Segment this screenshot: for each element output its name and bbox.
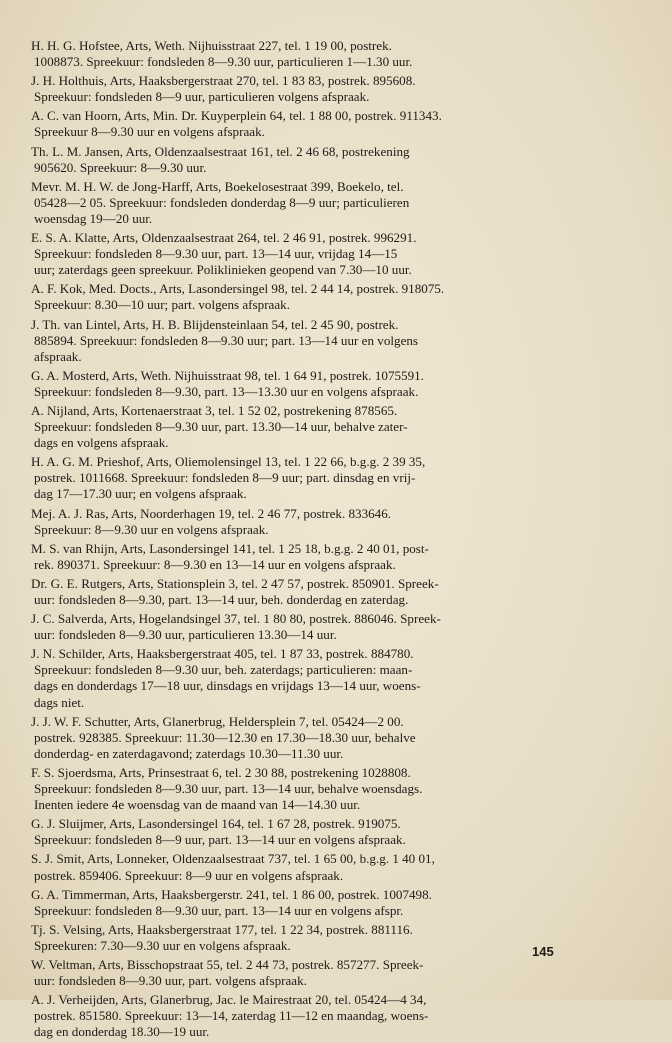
physician-entry	[31, 368, 559, 400]
entry-continuation-line: dags en volgens afspraak.	[34, 435, 169, 451]
physician-entry	[31, 714, 559, 762]
entry-heading-line: E. S. A. Klatte, Arts, Oldenzaalsestraat 264, tel. 2 46 91, postrek. 996291.	[31, 230, 417, 246]
physician-entry	[31, 317, 559, 365]
entry-heading-line: J. H. Holthuis, Arts, Haaksbergerstraat 270, tel. 1 83 83, postrek. 895608.	[31, 73, 416, 89]
physician-entry	[31, 611, 559, 643]
entry-heading-line: G. J. Sluijmer, Arts, Lasondersingel 164, tel. 1 67 28, postrek. 919075.	[31, 816, 401, 832]
physician-entry	[31, 887, 559, 919]
entry-continuation-line: postrek. 851580. Spreekuur: 13—14, zaterdag 11—12 en maandag, woens-	[34, 1008, 429, 1024]
entry-continuation-line: uur: fondsleden 8—9.30 uur, part. volgens afspraak.	[34, 973, 307, 989]
entry-heading-line: A. Nijland, Arts, Kortenaerstraat 3, tel. 1 52 02, postrekening 878565.	[31, 402, 398, 418]
entry-continuation-line: postrek. 859406. Spreekuur: 8—9 uur en volgens afspraak.	[34, 867, 344, 883]
physician-entry	[31, 576, 559, 608]
physician-entry	[31, 454, 559, 502]
entry-continuation-line: Spreekuur: fondsleden 8—9.30 uur, part. 13—14 uur, behalve woensdags.	[34, 781, 423, 797]
physician-entry	[31, 403, 559, 451]
physician-entry	[31, 851, 559, 883]
entry-heading-line: Tj. S. Velsing, Arts, Haaksbergerstraat 177, tel. 1 22 34, postrek. 881116.	[31, 921, 413, 937]
entry-heading-line: H. H. G. Hofstee, Arts, Weth. Nijhuisstraat 227, tel. 1 19 00, postrek.	[31, 38, 392, 53]
entry-continuation-line: dags en donderdags 17—18 uur, dinsdags en vrijdags 13—14 uur, woens-	[34, 678, 421, 694]
physician-entry	[31, 992, 559, 1040]
entry-continuation-line: 885894. Spreekuur: fondsleden 8—9.30 uur; part. 13—14 uur en volgens	[34, 332, 419, 348]
physician-entry	[31, 765, 559, 813]
entry-continuation-line: dags niet.	[34, 694, 85, 710]
entry-continuation-line: Spreekuur: fondsleden 8—9.30, part. 13—13.30 uur en volgens afspraak.	[34, 383, 419, 399]
entry-continuation-line: Inenten iedere 4e woensdag van de maand van 14—14.30 uur.	[34, 797, 361, 813]
entry-continuation-line: postrek. 928385. Spreekuur: 11.30—12.30 en 17.30—18.30 uur, behalve	[34, 729, 416, 745]
physician-entry	[31, 179, 559, 227]
entry-continuation-line: donderdag- en zaterdagavond; zaterdags 10.30—11.30 uur.	[34, 745, 344, 761]
physician-entry	[31, 230, 559, 278]
entry-heading-line: J. J. W. F. Schutter, Arts, Glanerbrug, Heldersplein 7, tel. 05424—2 00.	[31, 713, 404, 729]
entry-continuation-line: Spreekuur: fondsleden 8—9 uur, part. 13—14 uur en volgens afspraak.	[34, 832, 406, 848]
physician-entry	[31, 144, 559, 176]
entry-heading-line: J. N. Schilder, Arts, Haaksbergerstraat 405, tel. 1 87 33, postrek. 884780.	[31, 646, 414, 662]
entry-heading-line: W. Veltman, Arts, Bisschopstraat 55, tel. 2 44 73, postrek. 857277. Spreek-	[31, 956, 424, 972]
entry-continuation-line: afspraak.	[34, 348, 82, 364]
physician-entry	[31, 922, 559, 954]
entry-continuation-line: uur: fondsleden 8—9.30 uur, particulieren 13.30—14 uur.	[34, 627, 337, 643]
physician-entry	[31, 108, 559, 140]
entry-continuation-line: uur; zaterdags geen spreekuur. Poliklinieken geopend van 7.30—10 uur.	[34, 262, 412, 278]
entry-continuation-line: Spreekuren: 7.30—9.30 uur en volgens afspraak.	[34, 937, 291, 953]
entry-heading-line: J. Th. van Lintel, Arts, H. B. Blijdensteinlaan 54, tel. 2 45 90, postrek.	[31, 316, 399, 332]
entry-continuation-line: Spreekuur: 8.30—10 uur; part. volgens afspraak.	[34, 297, 290, 313]
entry-continuation-line: Spreekuur: fondsleden 8—9.30 uur, beh. zaterdags; particulieren: maan-	[34, 662, 413, 678]
entry-continuation-line: woensdag 19—20 uur.	[34, 210, 153, 226]
entry-heading-line: Th. L. M. Jansen, Arts, Oldenzaalsestraat 161, tel. 2 46 68, postrekening	[31, 143, 410, 159]
entry-heading-line: G. A. Timmerman, Arts, Haaksbergerstr. 241, tel. 1 86 00, postrek. 1007498.	[31, 886, 432, 902]
entry-continuation-line: dag en donderdag 18.30—19 uur.	[34, 1024, 210, 1040]
entry-continuation-line: Spreekuur: fondsleden 8—9.30 uur, part. 13—14 uur, vrijdag 14—15	[34, 246, 398, 262]
entry-heading-line: Mevr. M. H. W. de Jong-Harff, Arts, Boekelosestraat 399, Boekelo, tel.	[31, 178, 404, 194]
entry-continuation-line: rek. 890371. Spreekuur: 8—9.30 en 13—14 uur en volgens afspraak.	[34, 556, 396, 572]
entry-heading-line: A. C. van Hoorn, Arts, Min. Dr. Kuyperplein 64, tel. 1 88 00, postrek. 911343.	[31, 108, 442, 124]
entry-heading-line: M. S. van Rhijn, Arts, Lasondersingel 141, tel. 1 25 18, b.g.g. 2 40 01, post-	[31, 540, 429, 556]
physician-entry	[31, 957, 559, 989]
entry-continuation-line: postrek. 1011668. Spreekuur: fondsleden 8—9 uur; part. dinsdag en vrij-	[34, 470, 416, 486]
entry-heading-line: J. C. Salverda, Arts, Hogelandsingel 37, tel. 1 80 80, postrek. 886046. Spreek-	[31, 611, 441, 627]
physician-entry	[31, 646, 559, 710]
physician-entry	[31, 506, 559, 538]
physician-entry	[31, 816, 559, 848]
physician-entry	[31, 38, 559, 70]
entry-continuation-line: 1008873. Spreekuur: fondsleden 8—9.30 uur, particulieren 1—1.30 uur.	[34, 54, 413, 70]
physician-entry	[31, 541, 559, 573]
physician-list	[31, 38, 559, 1043]
entry-continuation-line: Spreekuur: fondsleden 8—9.30 uur, part. 13.30—14 uur, behalve zater-	[34, 419, 408, 435]
entry-continuation-line: Spreekuur: 8—9.30 uur en volgens afspraak.	[34, 521, 269, 537]
entry-heading-line: F. S. Sjoerdsma, Arts, Prinsestraat 6, tel. 2 30 88, postrekening 1028808.	[31, 764, 411, 780]
entry-heading-line: S. J. Smit, Arts, Lonneker, Oldenzaalsestraat 737, tel. 1 65 00, b.g.g. 1 40 01,	[31, 851, 435, 867]
physician-entry	[31, 73, 559, 105]
entry-continuation-line: uur: fondsleden 8—9.30, part. 13—14 uur, beh. donderdag en zaterdag.	[34, 592, 409, 607]
entry-heading-line: Dr. G. E. Rutgers, Arts, Stationsplein 3, tel. 2 47 57, postrek. 850901. Spreek-	[31, 575, 439, 591]
entry-heading-line: A. J. Verheijden, Arts, Glanerbrug, Jac. le Mairestraat 20, tel. 05424—4 34,	[31, 992, 427, 1008]
entry-continuation-line: 905620. Spreekuur: 8—9.30 uur.	[34, 159, 207, 175]
physician-entry	[31, 281, 559, 313]
entry-continuation-line: Spreekuur 8—9.30 uur en volgens afspraak.	[34, 124, 265, 140]
entry-heading-line: H. A. G. M. Prieshof, Arts, Oliemolensingel 13, tel. 1 22 66, b.g.g. 2 39 35,	[31, 454, 426, 470]
entry-heading-line: G. A. Mosterd, Arts, Weth. Nijhuisstraat 98, tel. 1 64 91, postrek. 1075591.	[31, 367, 424, 383]
page-number: 145	[532, 944, 554, 959]
entry-continuation-line: dag 17—17.30 uur; en volgens afspraak.	[34, 486, 247, 502]
entry-continuation-line: 05428—2 05. Spreekuur: fondsleden donderdag 8—9 uur; particulieren	[34, 194, 410, 210]
entry-heading-line: Mej. A. J. Ras, Arts, Noorderhagen 19, tel. 2 46 77, postrek. 833646.	[31, 505, 392, 521]
entry-continuation-line: Spreekuur: fondsleden 8—9 uur, particulieren volgens afspraak.	[34, 89, 370, 105]
entry-heading-line: A. F. Kok, Med. Docts., Arts, Lasondersingel 98, tel. 2 44 14, postrek. 918075.	[31, 281, 445, 297]
entry-continuation-line: Spreekuur: fondsleden 8—9.30 uur, part. 13—14 uur en volgens afspr.	[34, 902, 404, 918]
